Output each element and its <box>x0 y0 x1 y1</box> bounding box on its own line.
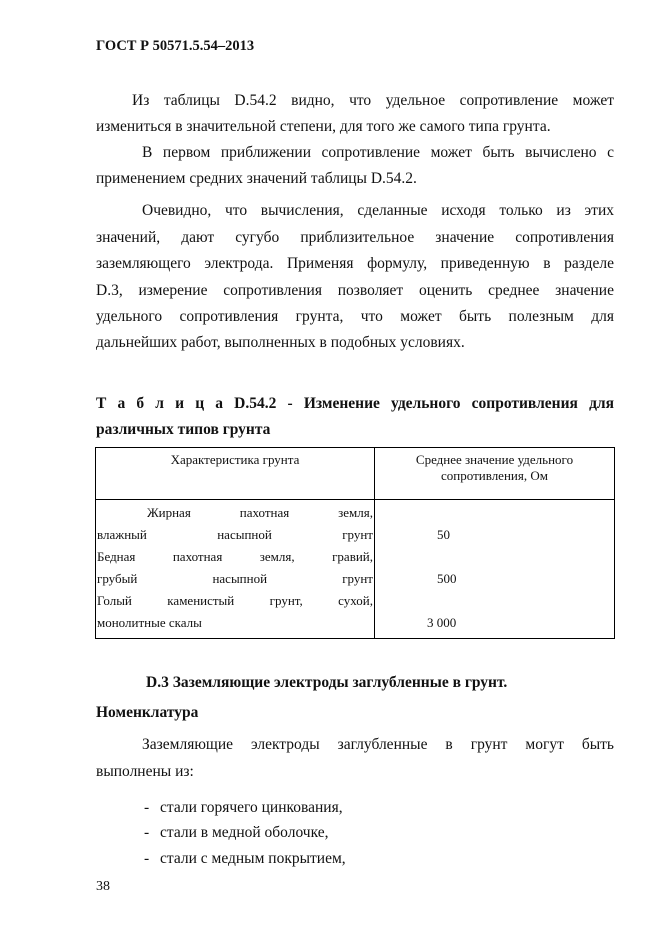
resistivity-value: 50 <box>437 527 450 542</box>
paragraph-line: удельного сопротивления грунта, что может быть полезным для <box>96 308 614 325</box>
paragraph-line: применением средних значений таблицы D.54.2. <box>96 170 417 187</box>
soil-line: Жирная пахотная земля, <box>147 505 373 520</box>
list-item <box>146 824 329 842</box>
paragraph-line: Из таблицы D.54.2 видно, что удельное сопротивление может <box>132 92 614 109</box>
list-item-text: стали в медной оболочке, <box>160 824 329 841</box>
resistivity-value: 500 <box>437 571 457 586</box>
paragraph-line: Очевидно, что вычисления, сделанные исходя только из этих <box>142 202 614 219</box>
soil-line: монолитные скалы <box>97 615 202 630</box>
table-caption: различных типов грунта <box>96 421 271 438</box>
soil-line: Бедная пахотная земля, гравий, <box>97 549 373 564</box>
paragraph-line: значений, дают сугубо приблизительное значение сопротивления <box>96 229 614 246</box>
list-item-text: стали с медным покрытием, <box>160 850 346 867</box>
paragraph-line: заземляющего электрода. Применяя формулу, приведенную в разделе <box>96 255 614 272</box>
paragraph-line: дальнейших работ, выполненных в подобных условиях. <box>96 334 465 351</box>
soil-line: влажный насыпной грунт <box>97 527 373 542</box>
column-header-soil: Характеристика грунта <box>96 448 375 500</box>
bullet-marker: - <box>144 799 150 816</box>
list-item <box>146 799 343 817</box>
table-body <box>96 500 615 639</box>
list-item-text: стали горячего цинкования, <box>160 799 343 816</box>
paragraph-line: выполнены из: <box>96 763 194 780</box>
document-header: ГОСТ Р 50571.5.54–2013 <box>96 38 255 54</box>
page-number: 38 <box>96 879 110 894</box>
resistivity-value: 3 000 <box>427 615 457 630</box>
soil-line: грубый насыпной грунт <box>97 571 373 586</box>
bullet-marker: - <box>144 850 150 867</box>
soil-line: Голый каменистый грунт, сухой, <box>97 593 373 608</box>
paragraph-line: D.3, измерение сопротивления позволяет оценить среднее значение <box>96 282 614 299</box>
bullet-marker: - <box>144 824 150 841</box>
section-title: D.3 Заземляющие электроды заглубленные в грунт. <box>146 674 508 691</box>
list-item <box>146 850 346 868</box>
table-caption: Т а б л и ц а D.54.2 - Изменение удельного сопротивления для <box>96 395 614 412</box>
resistivity-table <box>95 447 615 639</box>
paragraph-line: Заземляющие электроды заглубленные в грунт могут быть <box>142 736 614 753</box>
section-subtitle: Номенклатура <box>96 704 199 721</box>
paragraph-line: В первом приближении сопротивление может быть вычислено с <box>142 144 614 161</box>
column-header-resistivity: Среднее значение удельного сопротивления, Ом <box>375 448 615 500</box>
paragraph-line: измениться в значительной степени, для того же самого типа грунта. <box>96 118 551 135</box>
table-header-row <box>96 448 615 500</box>
